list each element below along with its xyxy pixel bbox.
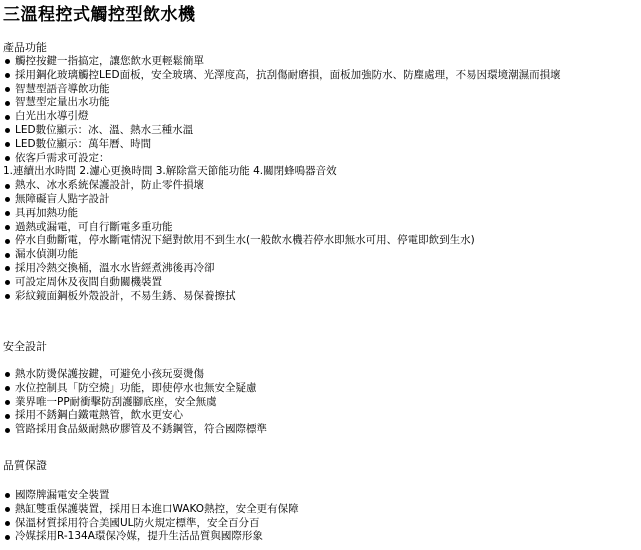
list-item-text: 熱水、冰水系統保護設計，防止零件損壞: [15, 179, 204, 192]
list-item-text: LED數位顯示：萬年曆、時間: [15, 137, 152, 150]
bullet-icon: [5, 535, 10, 540]
list-item-text: 採用冷熱交換桶，溫水水皆經煮沸後再冷卻: [15, 261, 215, 274]
list-item: [3, 382, 639, 396]
bullet-icon: [5, 156, 10, 161]
bullet-icon: [5, 414, 10, 419]
list-item: [3, 83, 639, 97]
list-item-text: LED數位顯示：冰、溫、熱水三種水溫: [15, 123, 194, 136]
bullet-icon: [5, 280, 10, 285]
section-heading-quality: 品質保證: [3, 459, 47, 472]
list-item-text: 白光出水導引燈: [15, 110, 89, 123]
list-item: [3, 517, 639, 531]
list-item-text: 智慧型定量出水功能: [15, 96, 110, 109]
list-item: [3, 138, 639, 152]
bullet-icon: [5, 507, 10, 512]
bullet-icon: [5, 115, 10, 120]
list-item: [3, 124, 639, 138]
safety-list: [3, 368, 639, 437]
list-item: [3, 530, 639, 544]
list-item-text: 水位控制具「防空燒」功能，即使停水也無安全疑慮: [15, 381, 257, 394]
list-item-text: 無障礙盲人點字設計: [15, 192, 110, 205]
list-item: [3, 55, 639, 69]
list-item: [3, 503, 639, 517]
list-item: [3, 165, 639, 179]
list-item: [3, 276, 639, 290]
bullet-icon: [5, 372, 10, 377]
document-title: 三溫程控式觸控型飲水機: [3, 5, 196, 25]
list-item-text: 1.連續出水時間 2.濾心更換時間 3.解除當天節能功能 4.關閉蜂鳴器音效: [3, 165, 337, 178]
bullet-icon: [5, 128, 10, 133]
bullet-icon: [5, 184, 10, 189]
list-item-text: 國際牌漏電安全裝置: [15, 489, 110, 501]
bullet-icon: [5, 386, 10, 391]
bullet-icon: [5, 493, 10, 498]
list-item: [3, 489, 639, 503]
list-item: [3, 290, 639, 304]
list-item-text: 冷媒採用R-134A環保冷媒，提升生活品質與國際形象: [15, 530, 263, 543]
bullet-icon: [5, 253, 10, 258]
bullet-icon: [5, 197, 10, 202]
list-item-text: 業界唯一PP耐衝擊防刮護腳底座，安全無虞: [15, 395, 217, 408]
list-item-text: 具再加熱功能: [15, 206, 78, 219]
list-item-text: 彩紋鏡面鋼板外殼設計，不易生銹、易保養擦拭: [15, 289, 236, 302]
list-item: [3, 396, 639, 410]
list-item: [3, 409, 639, 423]
list-item-text: 觸控按鍵一指搞定，讓您飲水更輕鬆簡單: [15, 55, 204, 67]
bullet-icon: [5, 428, 10, 433]
list-item: [3, 152, 639, 166]
list-item: [3, 193, 639, 207]
list-item: [3, 207, 639, 221]
list-item-text: 管路採用食品級耐熱矽膠管及不銹鋼管，符合國際標準: [15, 423, 267, 436]
bullet-icon: [5, 400, 10, 405]
bullet-icon: [5, 73, 10, 78]
bullet-icon: [5, 294, 10, 299]
bullet-icon: [5, 211, 10, 216]
list-item-text: 漏水偵測功能: [15, 248, 78, 261]
list-item: [3, 368, 639, 382]
list-item: [3, 96, 639, 110]
bullet-icon: [5, 266, 10, 271]
list-item-text: 可設定周休及夜間自動關機裝置: [15, 275, 162, 288]
list-item: [3, 110, 639, 124]
list-item: [3, 423, 639, 437]
features-list: [3, 55, 639, 303]
list-item: [3, 179, 639, 193]
list-item-text: 保溫材質採用符合美國UL防火規定標準，安全百分百: [15, 516, 260, 529]
list-item-text: 過熱或漏電，可自行斷電多重功能: [15, 220, 173, 233]
bullet-icon: [5, 239, 10, 244]
bullet-icon: [5, 59, 10, 64]
list-item: [3, 262, 639, 276]
list-item: [3, 221, 639, 235]
quality-list: [3, 489, 639, 544]
section-heading-safety: 安全設計: [3, 340, 47, 353]
bullet-icon: [5, 101, 10, 106]
list-item-text: 熱水防燙保護按鍵，可避免小孩玩耍燙傷: [15, 368, 204, 380]
list-item-text: 依客戶需求可設定：: [15, 151, 110, 164]
list-item-text: 熱缸雙重保護裝置，採用日本進口WAKO熱控，安全更有保障: [15, 502, 299, 515]
bullet-icon: [5, 142, 10, 147]
bullet-icon: [5, 521, 10, 526]
list-item-text: 智慧型語音導飲功能: [15, 82, 110, 95]
list-item-text: 採用鋼化玻璃觸控LED面板，安全玻璃、光澤度高，抗刮傷耐磨損，面板加強防水、防塵處理，不易因環境潮濕而損壞: [15, 68, 561, 81]
bullet-icon: [5, 87, 10, 92]
list-item: [3, 69, 639, 83]
list-item-text: 停水自動斷電，停水斷電情況下絕對飲用不到生水(一般飲水機若停水即無水可用、停電即飲到生水): [15, 234, 475, 247]
list-item: [3, 248, 639, 262]
section-heading-features: 產品功能: [3, 41, 47, 54]
bullet-icon: [5, 225, 10, 230]
list-item-text: 採用不銹鋼白鐵電熱管，飲水更安心: [15, 409, 183, 422]
list-item: [3, 234, 639, 248]
